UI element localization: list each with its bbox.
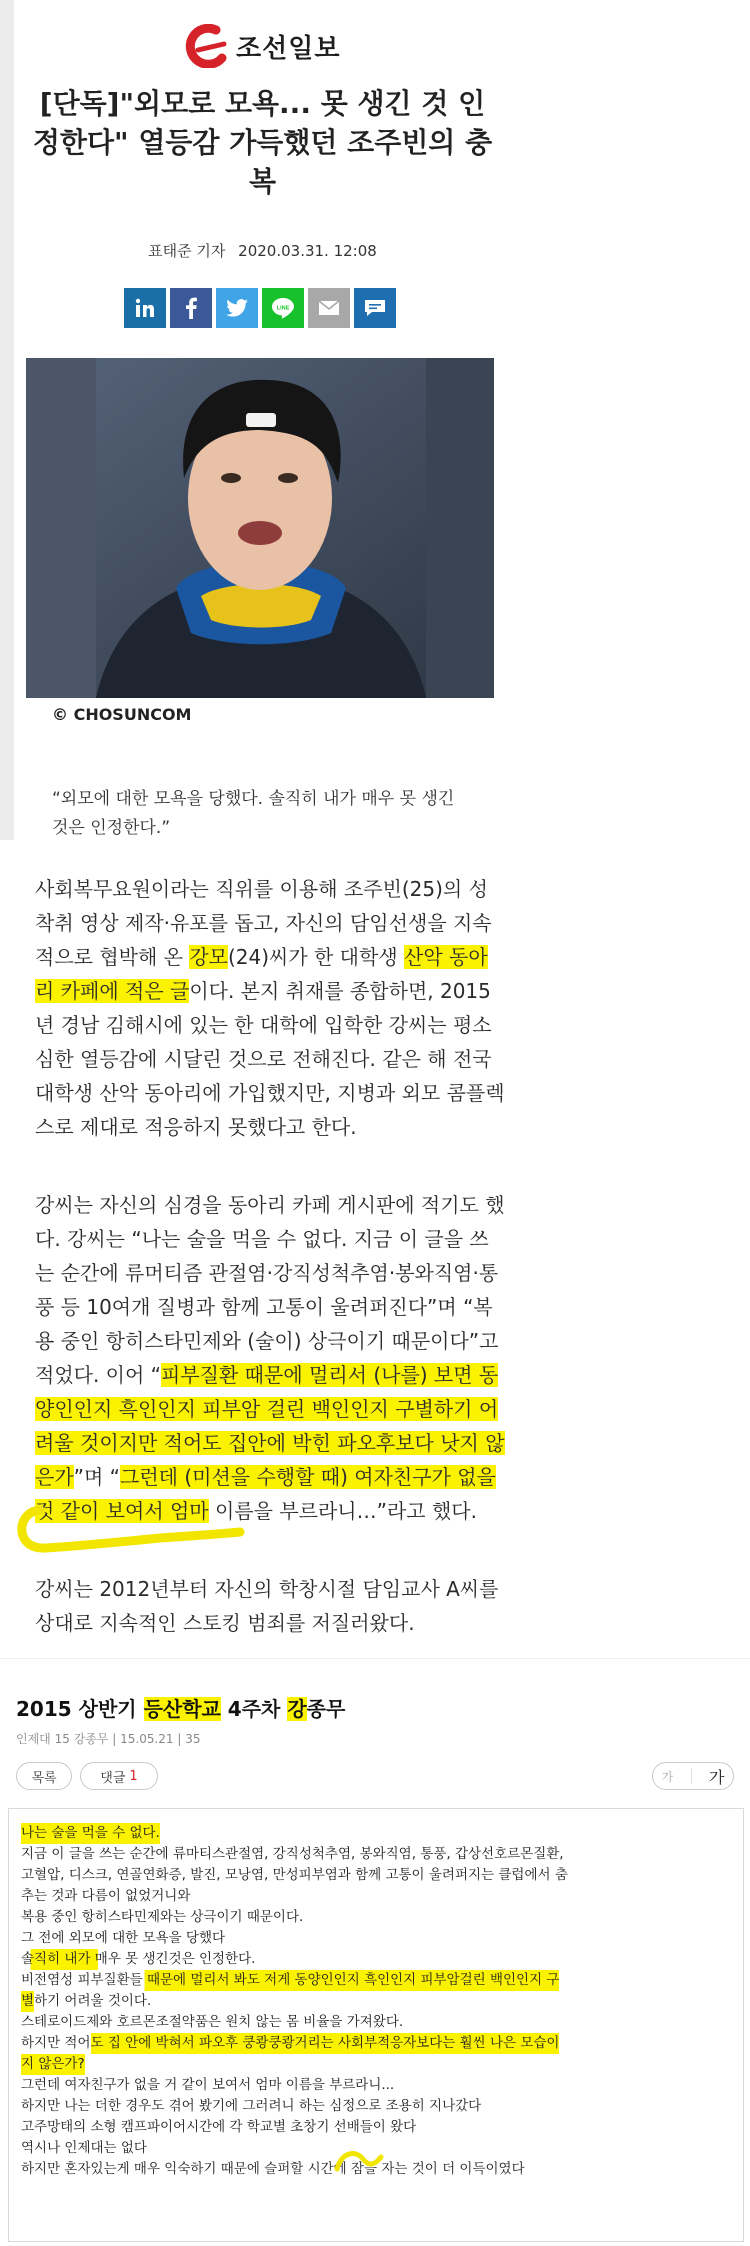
post-line: 그런데 여자친구가 없을 거 같이 보여서 엄마 이름을 부르라니... xyxy=(21,2077,395,2093)
publish-datetime: 2020.03.31. 12:08 xyxy=(238,242,377,260)
email-share-button[interactable] xyxy=(308,288,350,328)
post-line: 지금 이 글을 쓰는 순간에 류마티스관절염, 강직성척추염, 봉와직염, 통풍, 갑상선호르몬질환, xyxy=(21,1846,564,1862)
line-share-button[interactable] xyxy=(262,288,304,328)
p1-text-b: (24)씨가 한 대학생 xyxy=(227,945,404,969)
article-paragraph-1 xyxy=(35,872,505,1144)
font-smaller-button[interactable]: 가 xyxy=(661,1769,674,1784)
facebook-icon xyxy=(181,297,201,319)
photo-credit: © CHOSUNCOM xyxy=(52,705,192,724)
photo-caption-quote: “외모에 대한 모욕을 당했다. 솔직히 내가 매우 못 생긴 것은 인정한다.” xyxy=(52,789,455,838)
post-meta: 인제대 15 강종무 | 15.05.21 | 35 xyxy=(16,1732,201,1746)
post-line: 하지만 나는 더한 경우도 겪어 봤기에 그러려니 하는 심정으로 조용히 지나갔다 xyxy=(21,2098,482,2114)
p2-highlight-2: 그런데 (미션을 수행할 때) 여자친구가 없을 것 같이 보여서 엄마 xyxy=(35,1465,496,1523)
p1-text-a: 사회복무요원이라는 직위를 이용해 조주빈(25)의 성 착취 영상 제작·유포를 돕고, 자신의 담임선생을 지속적으로 협박해 온 xyxy=(35,877,492,969)
post-line: 비전염성 피부질환들 때문에 멀리서 봐도 저게 동양인인지 흑인인지 피부암걸린 백인인지 구 xyxy=(21,1970,559,1991)
comment-count: 1 xyxy=(129,1768,138,1784)
post-line: 지 않은가? xyxy=(21,2054,85,2075)
p2-text-c: 이름을 부르라니…”라고 했다. xyxy=(208,1499,477,1523)
article-paragraph-3: 강씨는 2012년부터 자신의 학창시절 담임교사 A씨를 상대로 지속적인 스토킹 범죄를 저질러왔다. xyxy=(35,1577,499,1635)
linkedin-share-button[interactable] xyxy=(124,288,166,328)
article-headline: [단독]"외모로 모욕... 못 생긴 것 인정한다" 열등감 가득했던 조주빈의 충복 xyxy=(32,87,493,198)
logo-text: 조선일보 xyxy=(236,33,341,64)
hand-drawn-underline xyxy=(10,1490,250,1560)
byline xyxy=(30,240,495,261)
font-larger-button[interactable]: 가 xyxy=(708,1767,725,1787)
post-title-highlight-2: 강 xyxy=(287,1697,307,1721)
facebook-share-button[interactable] xyxy=(170,288,212,328)
line-icon xyxy=(271,297,295,319)
post-line: 고혈압, 디스크, 연골연화증, 발진, 모낭염, 만성피부염과 함께 고통이 울려퍼지는 클럽에서 춤 xyxy=(21,1867,568,1883)
post-line: 솔직히 내가 매우 못 생긴것은 인정한다. xyxy=(21,1949,255,1970)
article-card xyxy=(0,0,502,840)
p2-text-a: 강씨는 자신의 심경을 동아리 카페 게시판에 적기도 했다. 강씨는 “나는 술을 먹을 수 없다. 지금 이 글을 쓰는 순간에 류머티즘 관절염·강직성척추염·봉와직염·통풍 등 10여개 질병과 함께 고통이 울려퍼진다”며 “복용 중인 항히스타민제와 (술이) 상극이기 때문이다”고 적었다. 이어 “ xyxy=(35,1193,505,1387)
post-line: 복용 중인 항히스타민제와는 상극이기 때문이다. xyxy=(21,1909,304,1925)
post-title-a: 2015 상반기 xyxy=(16,1697,144,1721)
post-line: 추는 것과 다름이 없었거니와 xyxy=(21,1888,191,1904)
post-line: 고주망태의 소형 캠프파이어시간에 각 학교별 초창기 선배들이 왔다 xyxy=(21,2119,417,2135)
post-title-c: 종무 xyxy=(306,1697,346,1721)
post-title-b: 4주차 xyxy=(220,1697,288,1721)
chosun-logo-icon xyxy=(178,24,230,68)
linkedin-icon xyxy=(135,298,155,318)
card-left-edge xyxy=(0,0,14,840)
post-line: 나는 술을 먹을 수 없다. xyxy=(21,1823,160,1844)
p2-highlight-1: 피부질환 때문에 멀리서 (나를) 보면 동양인인지 흑인인지 피부암 걸린 백인인지 구별하기 어려울 것이지만 적어도 집안에 박힌 파오후보다 낫지 않은가 xyxy=(35,1363,505,1489)
mail-icon xyxy=(318,300,340,316)
comment-label: 댓글 xyxy=(100,1770,126,1786)
hand-drawn-mark xyxy=(329,2139,389,2179)
post-line: 그 전에 외모에 대한 모욕을 당했다 xyxy=(21,1930,226,1946)
post-content xyxy=(8,1808,744,2242)
svg-text:LINE: LINE xyxy=(276,305,290,312)
twitter-share-button[interactable] xyxy=(216,288,258,328)
article-photo xyxy=(26,358,494,698)
share-bar xyxy=(124,288,396,328)
p1-highlight-2: 산악 동아리 카페에 적은 글 xyxy=(35,945,488,1003)
post-title-highlight-1: 등산학교 xyxy=(143,1697,221,1721)
post-line: 하지만 적어도 집 안에 박혀서 파오후 쿵쾅쿵쾅거리는 사회부적응자보다는 훨씬 나은 모습이 xyxy=(21,2033,559,2054)
post-line: 별하기 어려울 것이다. xyxy=(21,1991,151,2012)
section-divider xyxy=(0,1658,750,1659)
list-button[interactable]: 목록 xyxy=(16,1762,72,1790)
article-paragraph-2 xyxy=(35,1188,505,1528)
message-share-button[interactable] xyxy=(354,288,396,328)
p1-highlight-1: 강모 xyxy=(189,945,228,969)
post-line: 스테로이드제와 호르몬조절약품은 원치 않는 몸 비율을 가져왔다. xyxy=(21,2014,404,2030)
comment-button[interactable] xyxy=(80,1762,158,1790)
chosun-logo[interactable] xyxy=(178,24,340,68)
reporter-name: 표태준 기자 xyxy=(148,242,226,260)
post-title xyxy=(16,1693,345,1722)
message-icon xyxy=(364,299,386,317)
post-line: 역시나 인제대는 없다 xyxy=(21,2140,147,2156)
p2-text-b: ”며 “ xyxy=(73,1465,121,1489)
p1-text-c: 이다. 본지 취재를 종합하면, 2015년 경남 김해시에 있는 한 대학에 입학한 강씨는 평소 심한 열등감에 시달린 것으로 전해진다. 같은 해 전국 대학생 산악 동아리에 가입했지만, 지병과 외모 콤플렉스로 제대로 적응하지 못했다고 한다. xyxy=(35,979,505,1139)
font-toggle-divider xyxy=(691,1768,692,1784)
post-line: 하지만 혼자있는게 매우 익숙하기 때문에 슬퍼할 시간에 잠을 자는 것이 더 이득이였다 xyxy=(21,2161,525,2177)
font-size-toggle xyxy=(652,1762,734,1790)
twitter-icon xyxy=(226,299,248,317)
